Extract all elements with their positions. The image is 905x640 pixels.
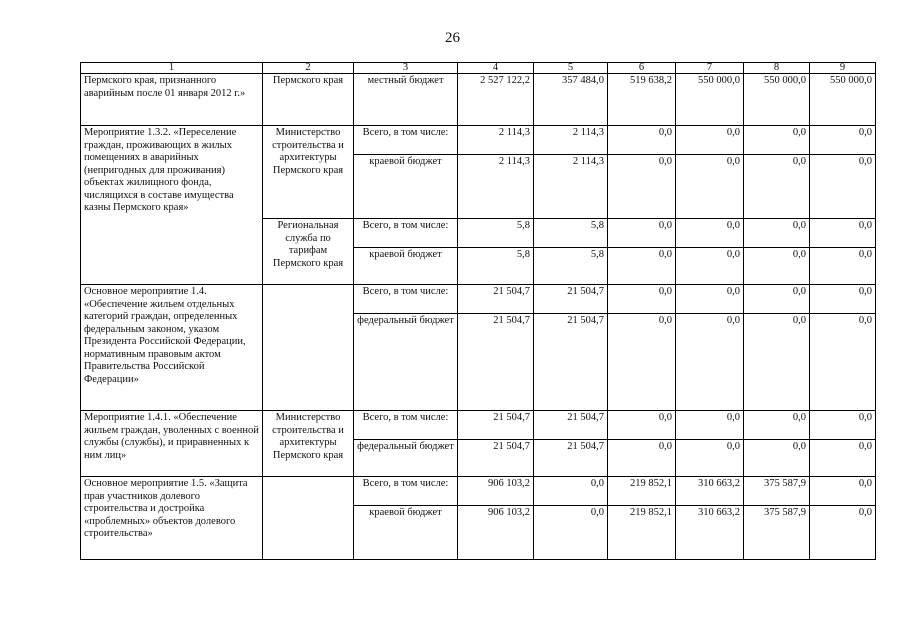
value-cell: 0,0 [810, 248, 876, 285]
value-cell: 0,0 [608, 126, 676, 155]
value-cell: 5,8 [534, 248, 608, 285]
program-cell: Пермского края, признанного аварийным после 01 января 2012 г.» [81, 74, 263, 126]
value-cell: 0,0 [608, 248, 676, 285]
value-cell: 2 527 122,2 [458, 74, 534, 126]
value-cell: 906 103,2 [458, 477, 534, 506]
value-cell: 0,0 [608, 411, 676, 440]
executor-cell: Региональная служба по тарифам Пермского края [263, 219, 354, 285]
source-cell: местный бюджет [354, 74, 458, 126]
value-cell: 0,0 [744, 411, 810, 440]
value-cell: 0,0 [810, 219, 876, 248]
value-cell: 0,0 [810, 285, 876, 314]
executor-cell [263, 477, 354, 560]
executor-cell: Пермского края [263, 74, 354, 126]
value-cell: 2 114,3 [534, 155, 608, 219]
column-header: 1 [81, 63, 263, 74]
executor-cell: Министерство строительства и архитектуры Пермского края [263, 411, 354, 477]
value-cell: 0,0 [676, 155, 744, 219]
value-cell: 906 103,2 [458, 506, 534, 560]
source-cell: федеральный бюджет [354, 440, 458, 477]
source-cell: краевой бюджет [354, 506, 458, 560]
value-cell: 0,0 [608, 440, 676, 477]
value-cell: 0,0 [810, 411, 876, 440]
column-header: 6 [608, 63, 676, 74]
value-cell: 21 504,7 [534, 285, 608, 314]
column-header: 8 [744, 63, 810, 74]
value-cell: 21 504,7 [534, 314, 608, 411]
value-cell: 21 504,7 [458, 411, 534, 440]
value-cell: 0,0 [744, 155, 810, 219]
value-cell: 5,8 [458, 248, 534, 285]
value-cell: 0,0 [810, 126, 876, 155]
executor-cell [263, 285, 354, 411]
column-header: 2 [263, 63, 354, 74]
table-row [81, 126, 876, 155]
column-header: 4 [458, 63, 534, 74]
column-number-row [81, 63, 876, 74]
program-cell: Основное мероприятие 1.4. «Обеспечение жильем отдельных категорий граждан, определенных федеральным законом, указом Президента Российской Федерации, нормативным правовым актом Правительства Российской Федерации» [81, 285, 263, 411]
executor-cell: Министерство строительства и архитектуры Пермского края [263, 126, 354, 219]
value-cell: 0,0 [744, 219, 810, 248]
value-cell: 21 504,7 [458, 285, 534, 314]
value-cell: 0,0 [810, 155, 876, 219]
value-cell: 2 114,3 [458, 126, 534, 155]
column-header: 3 [354, 63, 458, 74]
column-header: 9 [810, 63, 876, 74]
column-header: 5 [534, 63, 608, 74]
value-cell: 0,0 [608, 285, 676, 314]
source-cell: краевой бюджет [354, 155, 458, 219]
table-row [81, 74, 876, 126]
source-cell: федеральный бюджет [354, 314, 458, 411]
value-cell: 0,0 [676, 314, 744, 411]
program-cell: Мероприятие 1.4.1. «Обеспечение жильем граждан, уволенных с военной службы (службы), и приравненных к ним лиц» [81, 411, 263, 477]
value-cell: 219 852,1 [608, 506, 676, 560]
table-row [81, 411, 876, 440]
value-cell: 0,0 [676, 440, 744, 477]
table-row [81, 285, 876, 314]
value-cell: 219 852,1 [608, 477, 676, 506]
value-cell: 0,0 [676, 248, 744, 285]
value-cell: 0,0 [534, 506, 608, 560]
value-cell: 0,0 [744, 248, 810, 285]
source-cell: Всего, в том числе: [354, 219, 458, 248]
value-cell: 21 504,7 [534, 440, 608, 477]
value-cell: 310 663,2 [676, 477, 744, 506]
value-cell: 0,0 [676, 285, 744, 314]
value-cell: 5,8 [458, 219, 534, 248]
program-cell: Мероприятие 1.3.2. «Переселение граждан, проживающих в жилых помещениях в аварийных (непригодных для проживания) объектах жилищного фонда, числящихся в составе имущества казны Пермского края» [81, 126, 263, 285]
value-cell: 0,0 [608, 155, 676, 219]
value-cell: 0,0 [744, 314, 810, 411]
value-cell: 0,0 [810, 477, 876, 506]
source-cell: Всего, в том числе: [354, 126, 458, 155]
value-cell: 0,0 [810, 314, 876, 411]
value-cell: 0,0 [810, 506, 876, 560]
value-cell: 375 587,9 [744, 477, 810, 506]
column-header: 7 [676, 63, 744, 74]
value-cell: 0,0 [744, 285, 810, 314]
value-cell: 0,0 [810, 440, 876, 477]
budget-table [80, 62, 876, 560]
value-cell: 0,0 [744, 440, 810, 477]
value-cell: 0,0 [676, 126, 744, 155]
value-cell: 550 000,0 [676, 74, 744, 126]
program-cell: Основное мероприятие 1.5. «Защита прав участников долевого строительства и достройка «проблемных» объектов долевого строительства» [81, 477, 263, 560]
value-cell: 21 504,7 [534, 411, 608, 440]
source-cell: Всего, в том числе: [354, 411, 458, 440]
value-cell: 0,0 [534, 477, 608, 506]
table-row [81, 477, 876, 506]
value-cell: 0,0 [676, 411, 744, 440]
value-cell: 375 587,9 [744, 506, 810, 560]
value-cell: 0,0 [744, 126, 810, 155]
value-cell: 519 638,2 [608, 74, 676, 126]
value-cell: 2 114,3 [458, 155, 534, 219]
value-cell: 2 114,3 [534, 126, 608, 155]
value-cell: 5,8 [534, 219, 608, 248]
value-cell: 0,0 [676, 219, 744, 248]
source-cell: Всего, в том числе: [354, 477, 458, 506]
value-cell: 21 504,7 [458, 314, 534, 411]
value-cell: 357 484,0 [534, 74, 608, 126]
value-cell: 0,0 [608, 314, 676, 411]
value-cell: 0,0 [608, 219, 676, 248]
value-cell: 21 504,7 [458, 440, 534, 477]
value-cell: 550 000,0 [744, 74, 810, 126]
value-cell: 310 663,2 [676, 506, 744, 560]
source-cell: краевой бюджет [354, 248, 458, 285]
value-cell: 550 000,0 [810, 74, 876, 126]
page-number: 26 [445, 30, 460, 46]
source-cell: Всего, в том числе: [354, 285, 458, 314]
